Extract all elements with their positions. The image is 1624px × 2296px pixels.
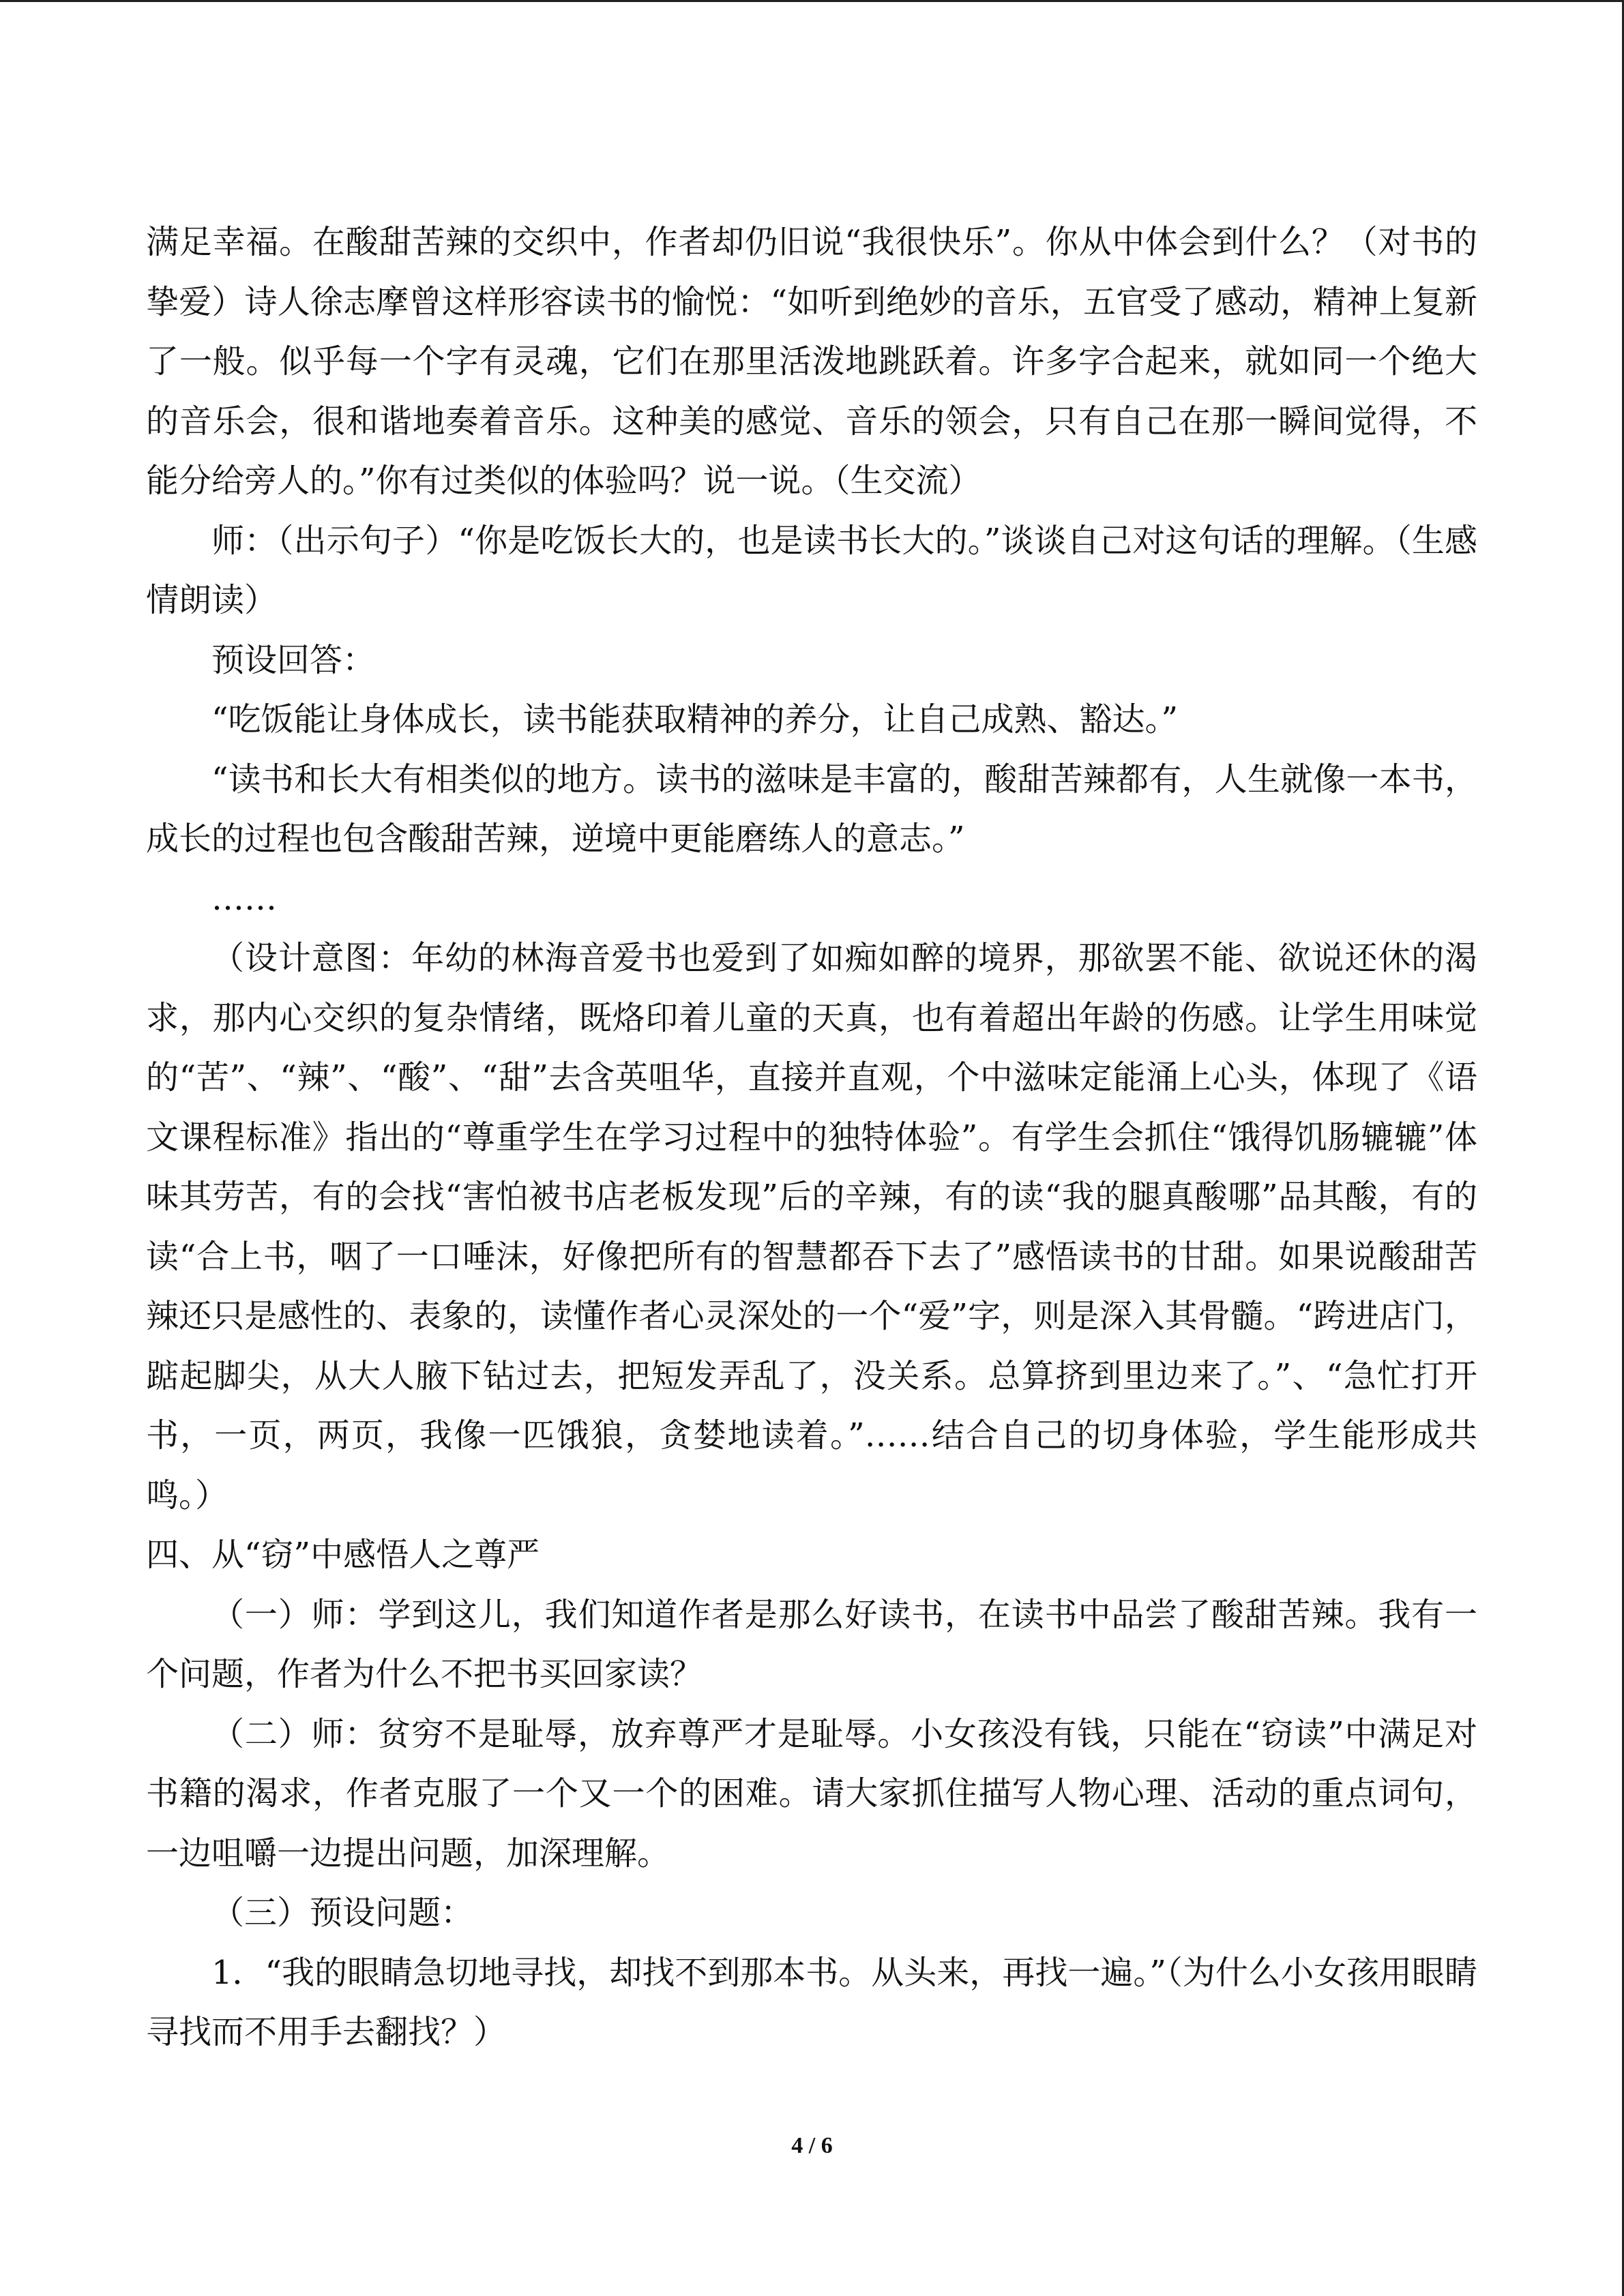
page-number: 4 / 6 — [791, 2133, 833, 2158]
document-body — [146, 213, 1477, 2063]
paragraph-answer-2: “读书和长大有相类似的地方。读书的滋味是丰富的，酸甜苦辣都有，人生就像一本书，成长的过程也包含酸甜苦辣，逆境中更能磨练人的意志。” — [146, 760, 1477, 858]
paragraph-ellipsis: …… — [211, 879, 277, 918]
paragraph-question-1: 1．“我的眼睛急切地寻找，却找不到那本书。从头来，再找一遍。”（为什么小女孩用眼睛寻找而不用手去翻找？） — [146, 1953, 1477, 2051]
paragraph-preset-answer-label: 预设回答： — [211, 640, 376, 679]
paragraph-step-1: （一）师：学到这儿，我们知道作者是那么好读书，在读书中品尝了酸甜苦辣。我有一个问题，作者为什么不把书买回家读？ — [146, 1595, 1477, 1693]
paragraph-design-intent: （设计意图：年幼的林海音爱书也爱到了如痴如醉的境界，那欲罢不能、欲说还休的渴求，那内心交织的复杂情绪，既烙印着儿童的天真，也有着超出年龄的伤感。让学生用味觉的“苦”、“辣”、“酸”、“甜”去含英咀华，直接并直观，个中滋味定能涌上心头，体现了《语文课程标准》指出的“尊重学生在学习过程中的独特体验”。有学生会抓住“饿得饥肠辘辘”体味其劳苦，有的会找“害怕被书店老板发现”后的辛辣，有的读“我的腿真酸哪”品其酸，有的读“合上书，咽了一口唾沫，好像把所有的智慧都吞下去了”感悟读书的甘甜。如果说酸甜苦辣还只是感性的、表象的，读懂作者心灵深处的一个“爱”字，则是深入其骨髓。“跨进店门，踮起脚尖，从大人腋下钻过去，把短发弄乱了，没关系。总算挤到里边来了。”、“急忙打开书，一页，两页，我像一匹饿狼，贪婪地读着。”……结合自己的切身体验，学生能形成共鸣。） — [146, 939, 1477, 1515]
paragraph-answer-1: “吃饭能让身体成长，读书能获取精神的养分，让自己成熟、豁达。” — [211, 700, 1179, 739]
paragraph-teacher-prompt: 师：（出示句子）“你是吃饭长大的，也是读书长大的。”谈谈自己对这句话的理解。（生感情朗读） — [146, 521, 1477, 619]
page-border-top — [0, 0, 1624, 2]
section-heading-4: 四、从“窃”中感悟人之尊严 — [146, 1536, 540, 1574]
paragraph-continuation: 满足幸福。在酸甜苦辣的交织中，作者却仍旧说“我很快乐”。你从中体会到什么？（对书的挚爱）诗人徐志摩曾这样形容读书的愉悦：“如听到绝妙的音乐，五官受了感动，精神上复新了一般。似乎每一个字有灵魂，它们在那里活泼地跳跃着。许多字合起来，就如同一个绝大的音乐会，很和谐地奏着音乐。这种美的感觉、音乐的领会，只有自己在那一瞬间觉得，不能分给旁人的。”你有过类似的体验吗？说一说。（生交流） — [146, 223, 1477, 500]
paragraph-step-3: （三）预设问题： — [211, 1894, 474, 1932]
paragraph-step-2: （二）师：贫穷不是耻辱，放弃尊严才是耻辱。小女孩没有钱，只能在“窃读”中满足对书籍的渴求，作者克服了一个又一个的困难。请大家抓住描写人物心理、活动的重点词句，一边咀嚼一边提出问题，加深理解。 — [146, 1714, 1477, 1873]
